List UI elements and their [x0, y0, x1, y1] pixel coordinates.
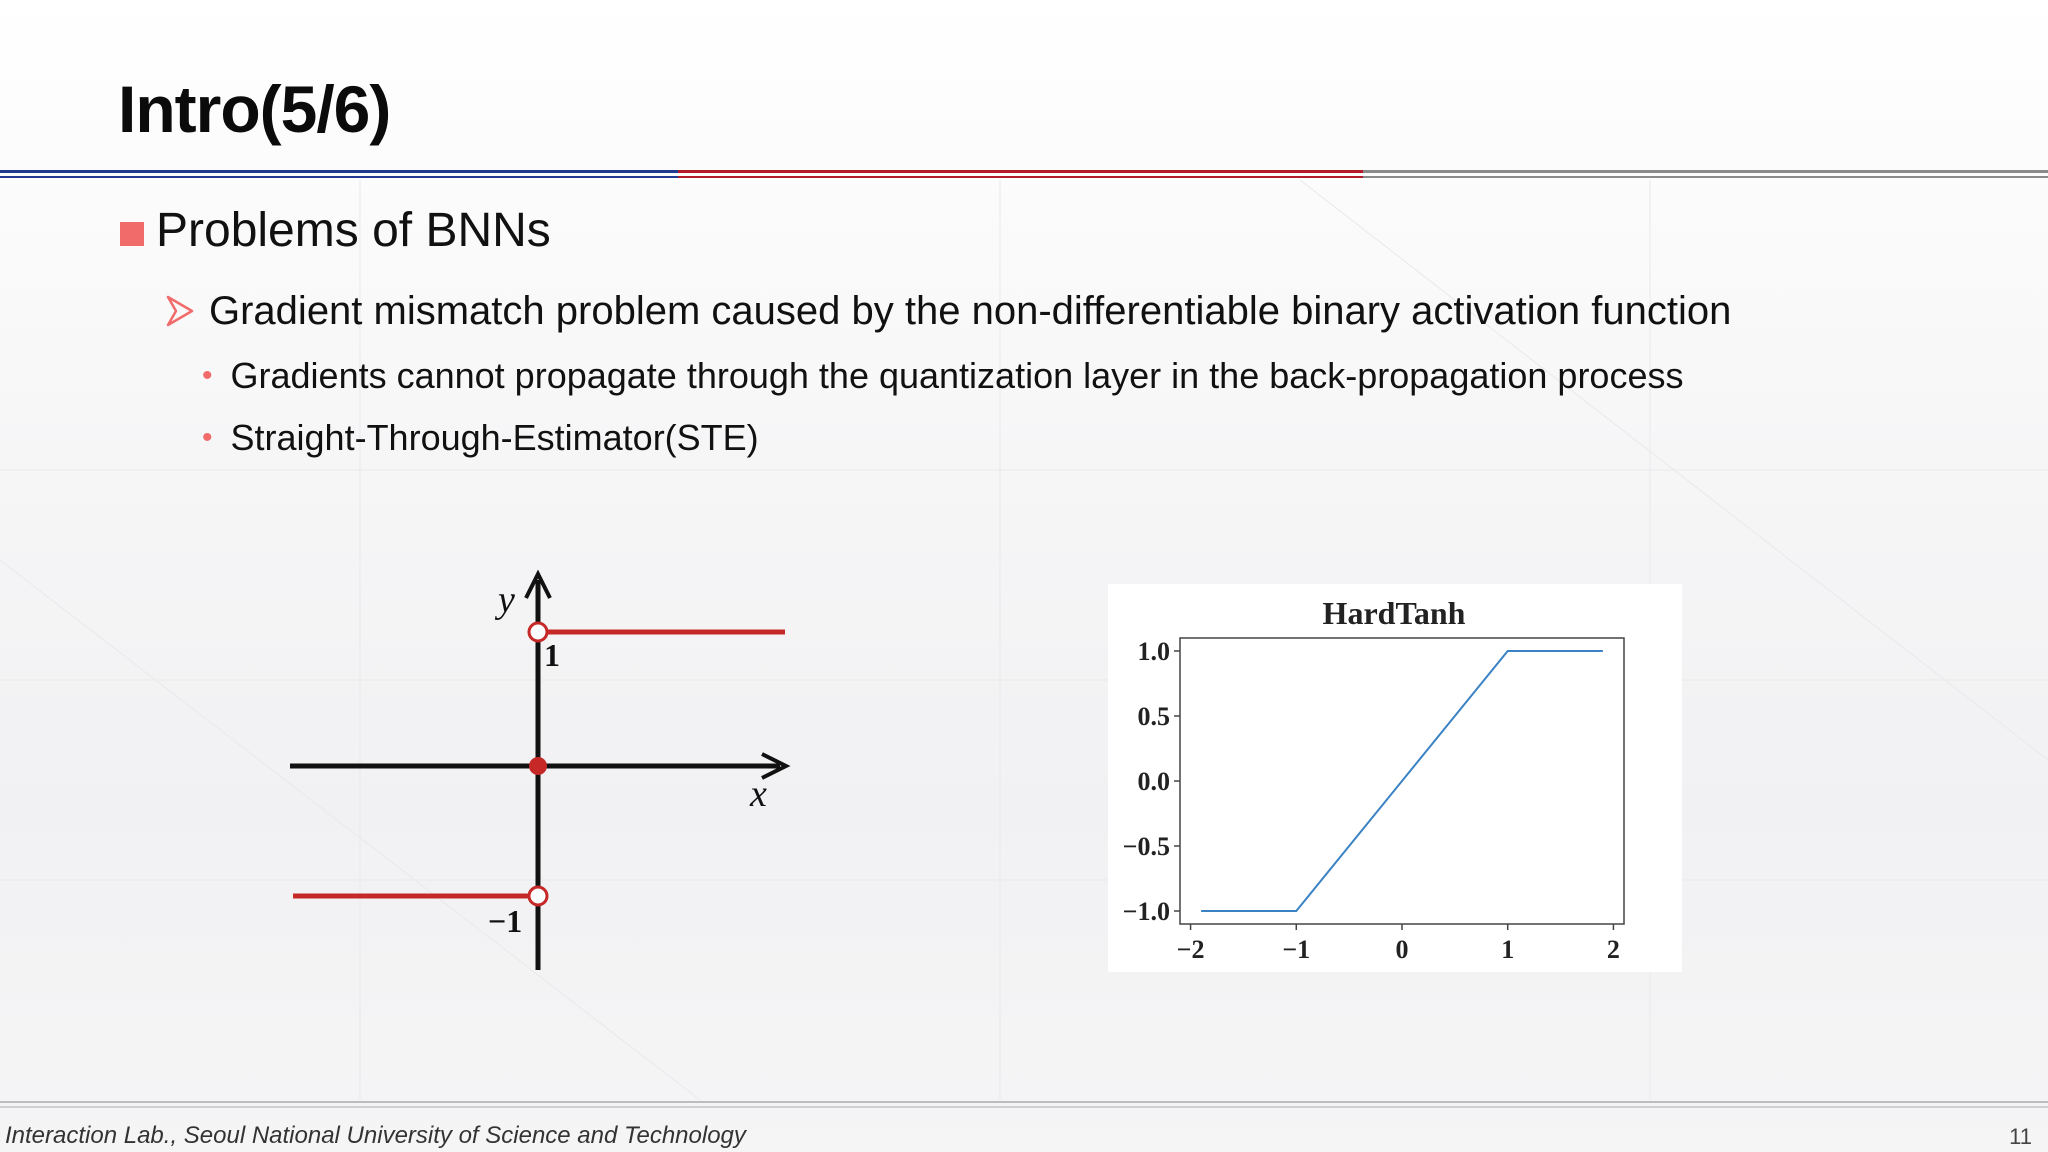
upper-value-label: 1: [544, 637, 560, 673]
square-bullet-icon: [120, 222, 144, 246]
x-tick-label: −1: [1282, 935, 1311, 964]
page-number: 11: [2009, 1124, 2032, 1149]
x-tick-label: 2: [1606, 935, 1620, 964]
dot-bullet-icon: •: [202, 359, 213, 392]
hardtanh-chart: [1108, 584, 1682, 972]
subpoint-text: Gradient mismatch problem caused by the non-differentiable binary activation function: [209, 288, 1732, 333]
detail-bullet: [202, 352, 1683, 400]
x-axis-label: x: [750, 773, 767, 815]
lower-open-point: [529, 887, 547, 905]
heading-text: Problems of BNNs: [156, 203, 551, 257]
footer-credit: Interaction Lab., Seoul National University of Science and Technology: [5, 1122, 746, 1149]
hardtanh-series-line: [1201, 651, 1603, 911]
origin-point: [529, 757, 547, 775]
arrow-bullet-icon: [165, 294, 195, 328]
hardtanh-plot: [1108, 584, 1682, 972]
chart-title: HardTanh: [1322, 595, 1466, 631]
lower-value-label: −1: [488, 903, 523, 939]
y-tick-label: 1.0: [1137, 637, 1170, 666]
heading-bullet: [120, 200, 551, 260]
x-tick-label: −2: [1176, 935, 1205, 964]
y-tick-label: 0.0: [1137, 767, 1170, 796]
detail-text: Straight-Through-Estimator(STE): [230, 417, 759, 458]
y-tick-label: 0.5: [1137, 702, 1170, 731]
title-divider: [0, 168, 2048, 182]
subpoint-bullet: [165, 284, 1731, 338]
detail-bullet: [202, 414, 759, 462]
x-tick-label: 1: [1501, 935, 1515, 964]
dot-bullet-icon: •: [202, 421, 213, 454]
y-tick-label: −0.5: [1122, 832, 1170, 861]
footer-divider: [0, 1100, 2048, 1110]
detail-text: Gradients cannot propagate through the quantization layer in the back-propagation process: [230, 355, 1684, 396]
x-tick-label: 0: [1395, 935, 1409, 964]
y-tick-label: −1.0: [1122, 897, 1170, 926]
y-axis-label: y: [498, 579, 515, 621]
sign-function-figure: [280, 560, 800, 990]
slide-title: Intro(5/6): [118, 72, 391, 146]
